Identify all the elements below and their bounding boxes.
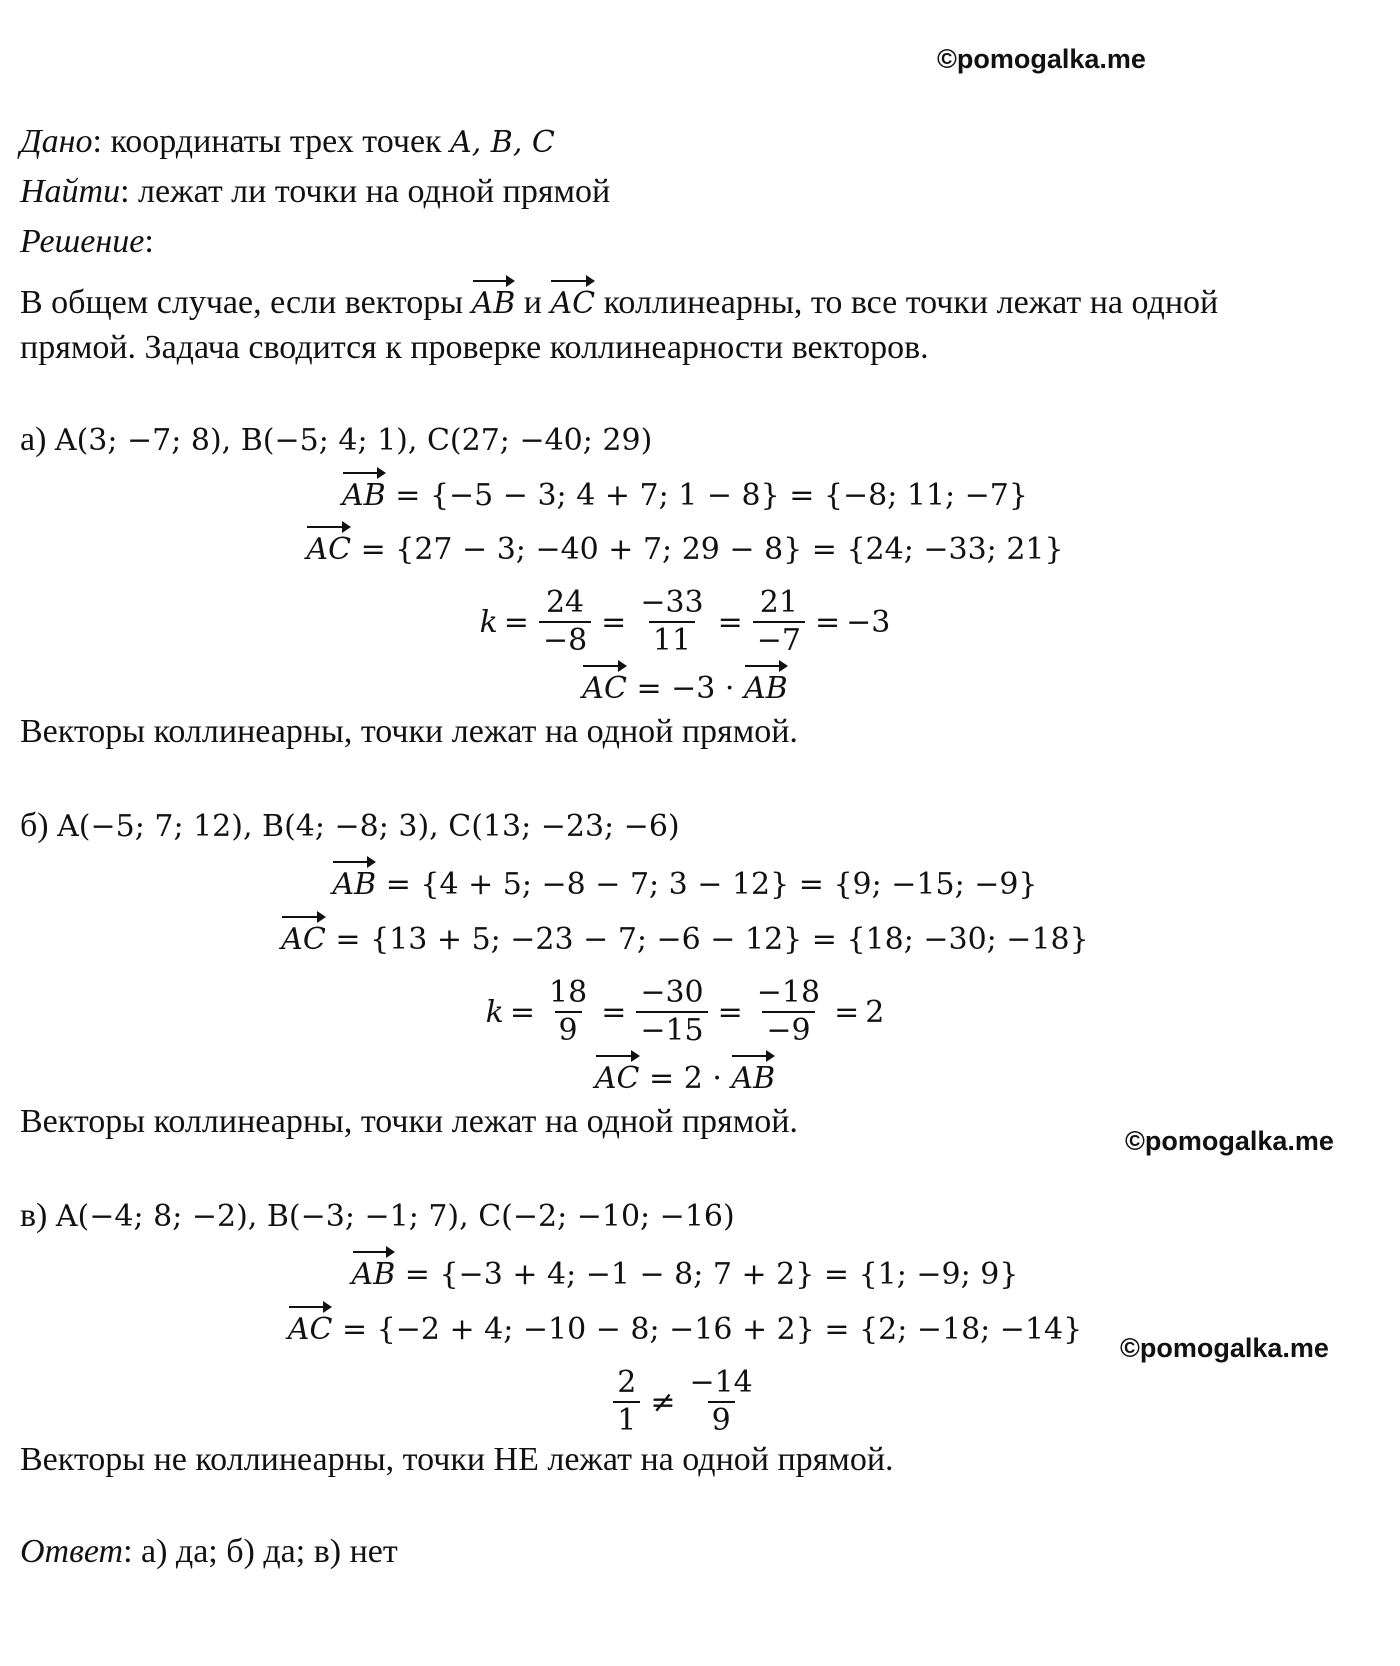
part-c-prefix: в) xyxy=(20,1197,56,1234)
part-c-ab-expr: = {−3 + 4; −1 − 8; 7 + 2} = {1; −9; 9} xyxy=(395,1257,1019,1292)
part-b-ab-equation xyxy=(0,859,1370,905)
part-a-k-result: −3 xyxy=(846,604,891,640)
part-b-ac-expr: = {13 + 5; −23 − 7; −6 − 12} = {18; −30; −18} xyxy=(325,922,1089,957)
part-c-ab-vector: AB xyxy=(352,1249,396,1295)
part-b-fraction-2: $\frac{-30}{-15}$ xyxy=(636,975,707,1049)
part-a-ab-equation xyxy=(0,470,1370,516)
solution-label: Решение xyxy=(20,223,145,260)
intro-line-2 xyxy=(20,328,929,368)
part-c-conclusion xyxy=(20,1440,894,1480)
part-a-points: A(3; −7; 8), B(−5; 4; 1), C(27; −40; 29) xyxy=(54,423,653,458)
watermark-middle: ©pomogalka.me xyxy=(1125,1126,1334,1156)
part-b-fraction-1: $\frac{18}{9}$ xyxy=(549,975,588,1048)
part-a-ab-expr: = {−5 − 3; 4 + 7; 1 − 8} = {−8; 11; −7} xyxy=(385,478,1028,513)
find-label: Найти xyxy=(20,173,121,210)
vector-ab: AB xyxy=(472,278,516,324)
part-b-header xyxy=(20,806,680,847)
part-b-conclusion xyxy=(20,1102,798,1142)
given-line xyxy=(20,122,555,163)
answer-line xyxy=(20,1532,398,1572)
part-a-ac-vector: AC xyxy=(306,524,351,570)
part-c-inequality xyxy=(0,1365,1370,1439)
part-b-fraction-3: $\frac{-18}{-9}$ xyxy=(756,975,821,1048)
part-c-fraction-1: $\frac{2}{1}$ xyxy=(613,1365,640,1439)
find-text: : лежат ли точки на одной прямой xyxy=(120,173,611,210)
part-a-k-equation: k = $\frac{24}{-8}$ = $\frac{-33}{11}$ = $\frac{21}{-7}$ = −3 xyxy=(479,585,891,658)
part-a-header xyxy=(20,420,652,461)
part-c-header xyxy=(20,1196,735,1237)
part-c-points: A(−4; 8; −2), B(−3; −1; 7), C(−2; −10; −16) xyxy=(55,1199,735,1234)
part-a-ac-equation xyxy=(0,524,1370,570)
part-c-conclusion-text: Векторы не коллинеарны, точки НЕ лежат на одной прямой. xyxy=(20,1441,894,1478)
part-a-fraction-1: $\frac{24}{-8}$ xyxy=(539,585,591,659)
watermark-lower: ©pomogalka.me xyxy=(1120,1333,1329,1363)
not-equal-sign: ≠ xyxy=(650,1384,676,1420)
part-b-relation xyxy=(0,1053,1370,1099)
part-a-conclusion xyxy=(20,712,798,752)
part-b-k: k xyxy=(485,994,504,1030)
part-b-k-result: 2 xyxy=(865,994,885,1030)
part-a-fraction-3: $\frac{21}{-7}$ xyxy=(753,585,805,659)
part-c-ac-expr: = {−2 + 4; −10 − 8; −16 + 2} = {2; −18; −14} xyxy=(332,1312,1083,1347)
part-b-ab-vector: AB xyxy=(332,859,376,905)
given-label: Дано xyxy=(20,123,93,160)
watermark-top: ©pomogalka.me xyxy=(937,44,1146,74)
part-a-relation xyxy=(0,663,1370,709)
given-text: : координаты трех точек xyxy=(92,123,451,160)
part-a-k: k xyxy=(479,604,498,640)
part-b-relation-mid: = 2 · xyxy=(639,1061,732,1096)
part-c-ab-equation xyxy=(0,1249,1370,1295)
part-a-relation-ab: AB xyxy=(744,663,788,709)
intro-text-1a: В общем случае, если векторы xyxy=(20,284,472,321)
part-b-relation-ac: AC xyxy=(595,1053,640,1099)
intro-and: и xyxy=(515,284,551,321)
part-b-points: A(−5; 7; 12), B(4; −8; 3), C(13; −23; −6) xyxy=(57,809,680,844)
part-b-conclusion-text: Векторы коллинеарны, точки лежат на одной прямой. xyxy=(20,1103,798,1140)
part-c-ac-equation xyxy=(0,1304,1370,1350)
part-b-relation-ab: AB xyxy=(731,1053,775,1099)
answer-text: : а) да; б) да; в) нет xyxy=(123,1533,398,1570)
part-b-k-equation: k = $\frac{18}{9}$ = $\frac{-30}{-15}$ = $\frac{-18}{-9}$ = 2 xyxy=(485,975,885,1048)
answer-label: Ответ xyxy=(20,1533,124,1570)
part-a-relation-mid: = −3 · xyxy=(626,671,744,706)
part-a-fraction-2: $\frac{-33}{11}$ xyxy=(640,585,704,658)
solution-colon: : xyxy=(144,223,154,260)
given-points: A, B, C xyxy=(450,125,555,160)
find-line xyxy=(20,172,610,212)
part-c-fraction-2: $\frac{-14}{9}$ xyxy=(689,1365,753,1438)
part-a-prefix: а) xyxy=(20,421,55,458)
part-b-ab-expr: = {4 + 5; −8 − 7; 3 − 12} = {9; −15; −9} xyxy=(376,867,1038,902)
part-a-conclusion-text: Векторы коллинеарны, точки лежат на одной прямой. xyxy=(20,713,798,750)
intro-text-2: прямой. Задача сводится к проверке коллинеарности векторов. xyxy=(20,329,929,366)
part-a-ac-expr: = {27 − 3; −40 + 7; 29 − 8} = {24; −33; 21} xyxy=(351,532,1064,567)
intro-text-1b: коллинеарны, то все точки лежат на одной xyxy=(595,284,1219,321)
part-c-ac-vector: AC xyxy=(288,1304,333,1350)
intro-line-1 xyxy=(20,278,1218,324)
part-a-ab-vector: AB xyxy=(342,470,386,516)
vector-ac: AC xyxy=(550,278,595,324)
part-a-relation-ac: AC xyxy=(582,663,627,709)
solution-line xyxy=(20,222,154,262)
part-b-prefix: б) xyxy=(20,807,58,844)
part-b-ac-vector: AC xyxy=(281,914,326,960)
part-b-ac-equation xyxy=(0,914,1370,960)
